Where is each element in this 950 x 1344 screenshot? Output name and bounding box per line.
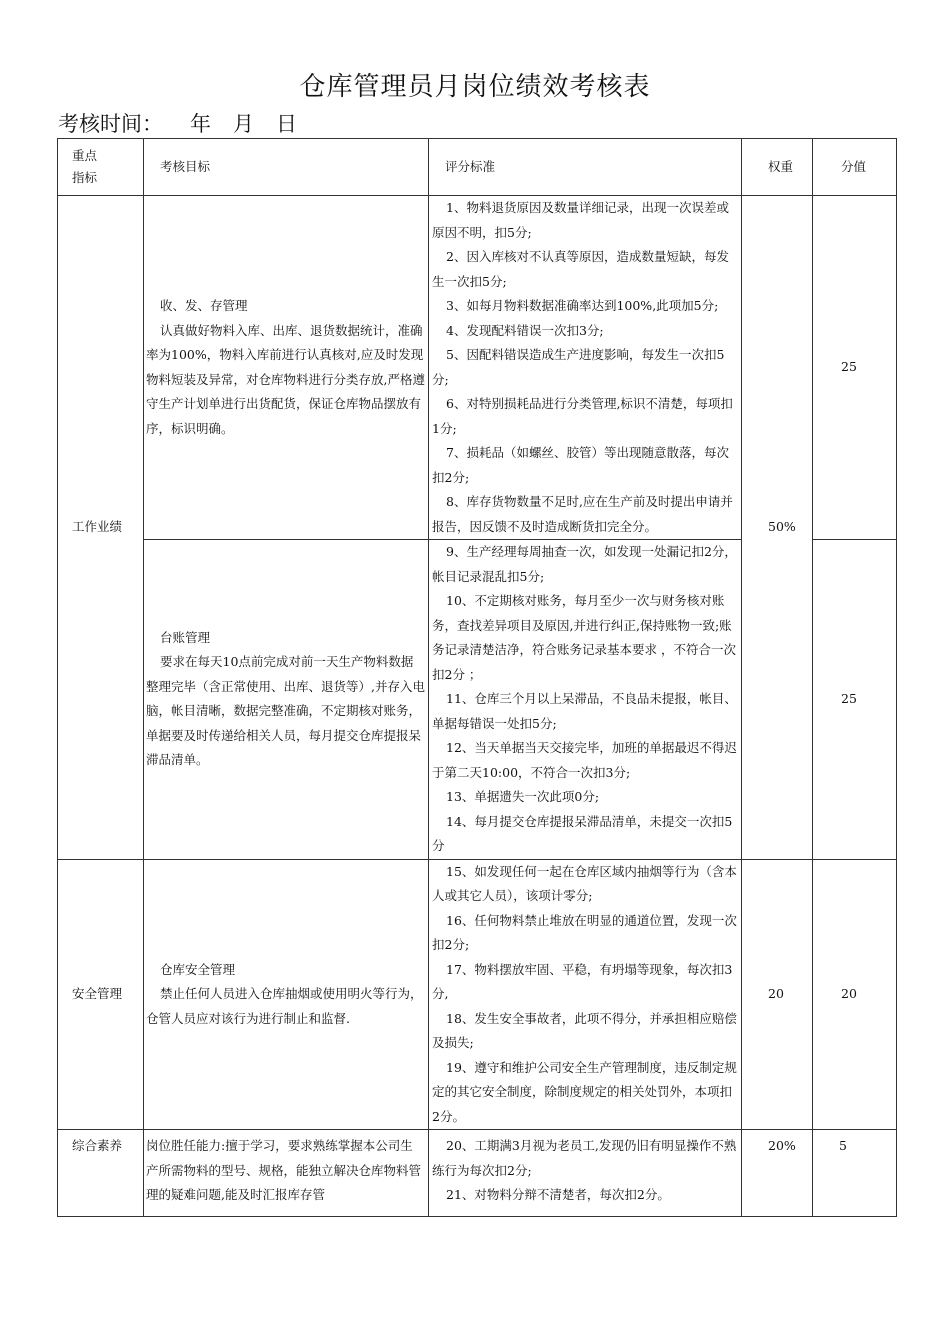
standard-item: 13、单据遗失一次此项0分; [446, 789, 600, 804]
header-standard: 评分标准 [429, 139, 742, 196]
goal-body: 岗位胜任能力:擅于学习，要求熟练掌握本公司生产所需物料的型号、规格，能独立解决仓库物料管理的疑难问题,能及时汇报库存管 [146, 1138, 422, 1202]
table-row [58, 196, 897, 540]
table-row [58, 859, 897, 1130]
standard-item: 8、库存货物数量不足时,应在生产前及时提出申请并报告，因反馈不及时造成断货扣完全分。 [432, 494, 733, 534]
standard-cell-safety [429, 859, 742, 1130]
score-ledger: 25 [813, 540, 897, 860]
header-score: 分值 [813, 139, 897, 196]
standard-item: 10、不定期核对账务，每月至少一次与财务核对账务，查找差异项目及原因,并进行纠正,保持账物一致;账务记录清楚洁净，符合账务记录基本要求 ，不符合一次扣2分 ； [432, 593, 736, 682]
header-key-indicator [58, 139, 144, 196]
goal-body: 要求在每天10点前完成对前一天生产物料数据整理完毕（含正常使用、出库、退货等）,并存入电脑，帐目清晰，数据完整准确，不定期核对账务，单据要及时传递给相关人员，每月提交仓库提报呆滞品清单。 [146, 654, 425, 768]
standard-cell-storage [429, 196, 742, 540]
category-work: 工作业绩 [58, 196, 144, 860]
standard-item: 1、物料退货原因及数量详细记录，出现一次误差或原因不明，扣5分; [432, 200, 729, 240]
header-key-line1: 重点 [72, 148, 98, 163]
standard-item: 12、当天单据当天交接完毕，加班的单据最迟不得迟于第二天10:00，不符合一次扣3分; [432, 740, 737, 780]
assessment-time-label: 考核时间： [58, 112, 163, 136]
standard-cell-quality [429, 1130, 742, 1217]
standard-item: 11、仓库三个月以上呆滞品，不良品未提报，帐目、单据每错误一处扣5分; [432, 691, 737, 731]
standard-item: 5、因配料错误造成生产进度影响，每发生一次扣5分; [432, 347, 725, 387]
header-goal: 考核目标 [144, 139, 429, 196]
assessment-time [58, 108, 297, 138]
goal-cell-ledger [144, 540, 429, 860]
weight-quality: 20% [742, 1130, 813, 1217]
day-label: 日 [276, 112, 297, 136]
standard-list [432, 1134, 738, 1210]
category-safety: 安全管理 [58, 859, 144, 1130]
standard-item: 3、如每月物料数据准确率达到100%,此项加5分; [446, 298, 719, 313]
goal-title: 收、发、存管理 [160, 298, 248, 313]
standard-item: 7、损耗品（如螺丝、胶管）等出现随意散落，每次扣2分; [432, 445, 729, 485]
goal-cell-storage [144, 196, 429, 540]
standard-item: 4、发现配料错误一次扣3分; [446, 322, 604, 338]
standard-item: 20、工期满3月视为老员工,发现仍旧有明显操作不熟练行为每次扣2分; [432, 1138, 737, 1178]
score-storage: 25 [813, 196, 897, 540]
goal-title: 台账管理 [160, 629, 211, 645]
goal-body: 禁止任何人员进入仓库抽烟或使用明火等行为，仓管人员应对该行为进行制止和监督. [146, 986, 423, 1026]
goal-title: 仓库安全管理 [160, 961, 236, 977]
goal-body: 认真做好物料入库、出库、退货数据统计，准确率为100%，物料入库前进行认真核对,应及时发现物料短装及异常，对仓库物料进行分类存放,严格遵守生产计划单进行出货配货，保证仓库物品摆放有序，标识明确。 [146, 322, 425, 436]
weight-work: 50% [742, 196, 813, 860]
score-quality: 5 [813, 1130, 897, 1217]
category-quality: 综合素养 [58, 1130, 144, 1217]
year-label: 年 [190, 112, 211, 136]
header-weight: 权重 [742, 139, 813, 196]
header-key-line2: 指标 [72, 170, 98, 185]
standard-item: 9、生产经理每周抽查一次，如发现一处漏记扣2分，帐目记录混乱扣5分; [432, 544, 737, 584]
standard-item: 21、对物料分辩不清楚者，每次扣2分。 [446, 1187, 670, 1202]
standard-item: 2、因入库核对不认真等原因，造成数量短缺，每发生一次扣5分; [432, 249, 729, 289]
kpi-table [57, 138, 897, 1217]
weight-safety: 20 [742, 859, 813, 1130]
standard-cell-ledger [429, 540, 742, 860]
table-header-row [58, 139, 897, 196]
score-safety: 20 [813, 859, 897, 1130]
standard-item: 6、对特别损耗品进行分类管理,标识不清楚，每项扣1分; [432, 396, 733, 436]
standard-item: 15、如发现任何一起在仓库区域内抽烟等行为（含本人或其它人员），该项计零分; [432, 863, 737, 903]
month-label: 月 [233, 112, 254, 136]
standard-item: 16、任何物料禁止堆放在明显的通道位置，发现一次扣2分; [432, 912, 737, 952]
standard-item: 14、每月提交仓库提报呆滞品清单，未提交一次扣5分 [432, 813, 733, 853]
goal-cell-quality [144, 1130, 429, 1217]
table-row [58, 1130, 897, 1217]
standard-item: 17、物料摆放牢固、平稳，有坍塌等现象，每次扣3分, [432, 961, 733, 1001]
standard-item: 19、遵守和维护公司安全生产管理制度，违反制定规定的其它安全制度，除制度规定的相关处罚外，本项扣2分。 [432, 1059, 737, 1124]
standard-item: 18、发生安全事故者，此项不得分，并承担相应赔偿及损失; [432, 1010, 737, 1050]
page-title: 仓库管理员月岗位绩效考核表 [299, 72, 651, 102]
goal-cell-safety [144, 859, 429, 1130]
